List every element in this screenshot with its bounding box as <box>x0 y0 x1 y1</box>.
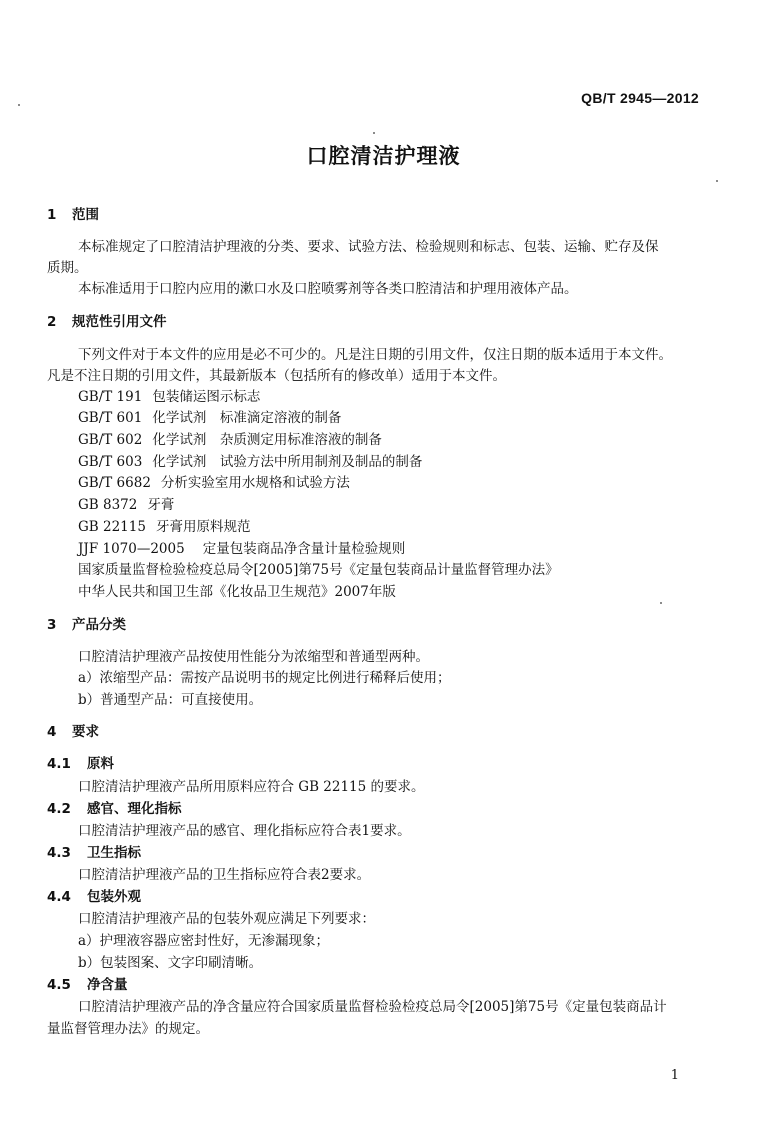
reference-code: GB 8372 <box>78 497 138 513</box>
paragraph-line: 口腔清洁护理液产品所用原料应符合 GB 22115 的要求。 <box>78 779 425 795</box>
paragraph-line: 本标准规定了口腔清洁护理液的分类、要求、试验方法、检验规则和标志、包装、运输、贮存及保 <box>78 239 659 255</box>
reference-code: GB/T 602 <box>78 432 143 448</box>
reference-code: GB/T 601 <box>78 410 143 426</box>
paragraph-line: 质期。 <box>47 260 88 276</box>
section-title: 规范性引用文件 <box>72 314 167 330</box>
subsection-number: 4.5 <box>47 977 71 993</box>
section-title: 要求 <box>72 724 99 740</box>
reference-item <box>78 406 341 426</box>
scan-speck <box>716 180 718 182</box>
section-title: 产品分类 <box>72 617 126 633</box>
document-title: 口腔清洁护理液 <box>306 144 461 168</box>
section-number: 2 <box>47 314 57 330</box>
subsection-heading-raw-materials <box>47 752 114 772</box>
paragraph-line: 口腔清洁护理液产品的包装外观应满足下列要求： <box>78 911 375 927</box>
reference-item: 国家质量监督检验检疫总局令[2005]第75号《定量包装商品计量监督管理办法》 <box>78 562 559 578</box>
subsection-heading-packaging <box>47 885 141 905</box>
subsection-title: 包装外观 <box>87 889 141 905</box>
standard-code: QB/T 2945—2012 <box>581 90 699 106</box>
reference-title: 定量包装商品净含量计量检验规则 <box>202 541 406 557</box>
section-number: 4 <box>47 724 57 740</box>
reference-title: 化学试剂 标准滴定溶液的制备 <box>152 410 342 426</box>
section-number: 1 <box>47 207 57 223</box>
paragraph-line: 口腔清洁护理液产品按使用性能分为浓缩型和普通型两种。 <box>78 649 429 665</box>
reference-item <box>78 428 382 448</box>
subsection-number: 4.2 <box>47 801 71 817</box>
subsection-title: 感官、理化指标 <box>87 801 182 817</box>
reference-item: 中华人民共和国卫生部《化妆品卫生规范》2007年版 <box>78 584 396 600</box>
reference-title: 分析实验室用水规格和试验方法 <box>160 475 350 491</box>
section-heading-classification <box>47 613 126 633</box>
subsection-number: 4.1 <box>47 756 71 772</box>
paragraph-line: 本标准适用于口腔内应用的漱口水及口腔喷雾剂等各类口腔清洁和护理用液体产品。 <box>78 281 578 297</box>
subsection-title: 卫生指标 <box>87 845 141 861</box>
reference-title: 牙膏用原料规范 <box>155 519 251 535</box>
reference-item <box>78 471 350 491</box>
reference-item <box>78 493 174 513</box>
paragraph-line: 口腔清洁护理液产品的卫生指标应符合表2要求。 <box>78 867 371 883</box>
page-number: 1 <box>670 1068 679 1083</box>
reference-code: GB/T 6682 <box>78 475 151 491</box>
section-number: 3 <box>47 617 57 633</box>
reference-item <box>78 450 422 470</box>
reference-item <box>78 537 405 557</box>
paragraph-line: 凡是不注日期的引用文件，其最新版本（包括所有的修改单）适用于本文件。 <box>47 368 506 384</box>
paragraph-line: 量监督管理办法》的规定。 <box>47 1021 209 1037</box>
subsection-number: 4.3 <box>47 845 71 861</box>
reference-code: GB 22115 <box>78 519 146 535</box>
reference-title: 牙膏 <box>147 497 175 513</box>
section-heading-scope <box>47 203 99 223</box>
subsection-heading-hygiene <box>47 841 141 861</box>
section-heading-requirements <box>47 720 99 740</box>
reference-code: JJF 1070—2005 <box>78 541 185 557</box>
reference-item <box>78 515 250 535</box>
paragraph-line: 口腔清洁护理液产品的净含量应符合国家质量监督检验检疫总局令[2005]第75号《定量包装商品计 <box>78 999 667 1015</box>
list-item: a）浓缩型产品：需按产品说明书的规定比例进行稀释后使用； <box>78 670 451 686</box>
section-title: 范围 <box>72 207 99 223</box>
subsection-number: 4.4 <box>47 889 71 905</box>
scan-speck <box>660 602 662 604</box>
section-heading-normative-references <box>47 310 167 330</box>
list-item: a）护理液容器应密封性好，无渗漏现象； <box>78 933 330 949</box>
reference-code: GB/T 191 <box>78 389 143 405</box>
reference-item <box>78 385 260 405</box>
list-item: b）包装图案、文字印刷清晰。 <box>78 955 263 971</box>
subsection-heading-sensory-physicochemical <box>47 797 182 817</box>
subsection-title: 净含量 <box>87 977 128 993</box>
paragraph-line: 口腔清洁护理液产品的感官、理化指标应符合表1要求。 <box>78 823 411 839</box>
reference-title: 化学试剂 试验方法中所用制剂及制品的制备 <box>152 454 423 470</box>
list-item: b）普通型产品：可直接使用。 <box>78 692 263 708</box>
scan-speck <box>373 132 375 134</box>
reference-code: GB/T 603 <box>78 454 143 470</box>
subsection-title: 原料 <box>87 756 114 772</box>
subsection-heading-net-content <box>47 973 128 993</box>
reference-title: 化学试剂 杂质测定用标准溶液的制备 <box>152 432 382 448</box>
reference-title: 包装储运图示标志 <box>152 389 261 405</box>
scan-speck <box>18 104 20 106</box>
paragraph-line: 下列文件对于本文件的应用是必不可少的。凡是注日期的引用文件，仅注日期的版本适用于本文件。 <box>78 347 672 363</box>
